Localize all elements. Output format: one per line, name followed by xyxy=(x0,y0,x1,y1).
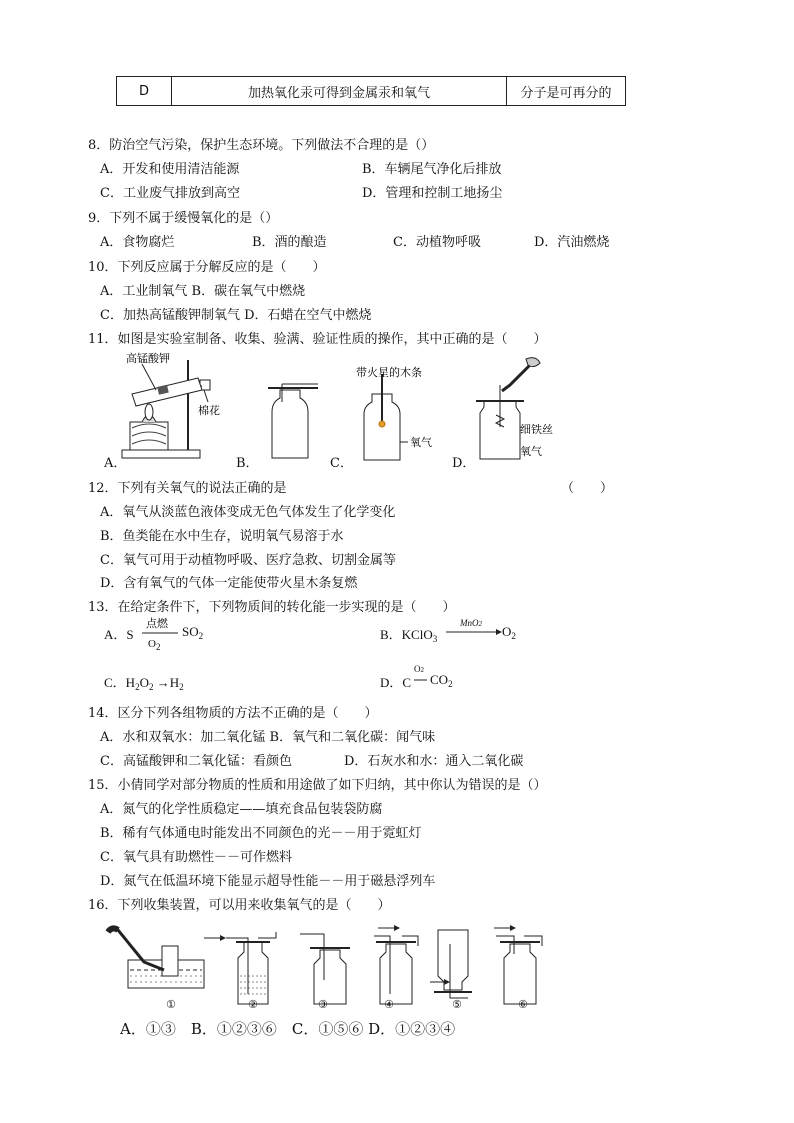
question-16-stem: 16．下列收集装置，可以用来收集氧气的是（ ） xyxy=(88,898,391,913)
q11-option-c-label: C． xyxy=(330,456,353,471)
q12-option-d: D．含有氧气的气体一定能使带火星木条复燃 xyxy=(100,576,358,591)
q13-c-h: C．H xyxy=(104,675,136,690)
q15-option-c: C．氧气具有助燃性－－可作燃料 xyxy=(100,850,292,865)
q13-b-mno: MnO xyxy=(460,618,479,628)
q13-a-reactant: A．S xyxy=(104,627,134,642)
q9-option-c: C．动植物呼吸 xyxy=(393,235,481,250)
q15-option-a: A．氮气的化学性质稳定——填充食品包装袋防腐 xyxy=(100,802,383,817)
label-potassium-permanganate: 高锰酸钾 xyxy=(126,352,170,365)
q13-d-o: O xyxy=(414,664,421,674)
q13-a-o: O xyxy=(148,638,156,650)
q11-option-d-label: D． xyxy=(452,456,476,471)
q8-option-d: D．管理和控制工地扬尘 xyxy=(362,186,503,201)
q11-option-b-label: B． xyxy=(236,456,259,471)
question-11-stem: 11．如图是实验室制备、收集、验满、验证性质的操作，其中正确的是（ ） xyxy=(88,332,547,347)
q13-c-arrow-h: →H xyxy=(153,675,180,690)
label-iron-wire: 细铁丝 xyxy=(520,423,553,436)
question-15-stem: 15．小倩同学对部分物质的性质和用途做了如下归纳，其中你认为错误的是（） xyxy=(88,778,547,793)
q13-a-arrow xyxy=(140,614,184,654)
q12-option-a: A．氧气从淡蓝色液体变成无色气体发生了化学变化 xyxy=(100,505,396,520)
answer-bracket: （ ） xyxy=(561,481,614,496)
q13-a-o-sub: 2 xyxy=(155,642,161,652)
fig-11a-heating-apparatus xyxy=(102,350,232,468)
q13-b-catalyst xyxy=(460,618,482,628)
q13-b-product xyxy=(502,624,516,641)
q13-d-co: CO xyxy=(430,672,449,687)
q12-option-c: C．氧气可用于动植物呼吸、医疗急救、切割金属等 xyxy=(100,553,396,568)
device-3-bottle xyxy=(300,934,350,1004)
fig-11d-iron-wire-burning xyxy=(470,355,590,465)
q10-options-ab: A．工业制氧气 B．碳在氧气中燃烧 xyxy=(100,284,306,299)
q15-option-d: D．氮气在低温环境下能显示超导性能－－用于磁悬浮列车 xyxy=(100,874,436,889)
q13-c-sub2: 2 xyxy=(148,682,154,692)
label-oxygen-c: 氧气 xyxy=(410,436,432,449)
label-oxygen-d: 氧气 xyxy=(520,445,542,458)
fig-num-5: ⑤ xyxy=(452,998,462,1011)
q10-options-cd: C．加热高锰酸钾制氧气 D．石蜡在空气中燃烧 xyxy=(100,308,372,323)
label-glowing-splint: 带火星的木条 xyxy=(356,366,422,379)
fig-11b-gas-bottle xyxy=(262,382,322,462)
device-2-bottle xyxy=(204,932,276,1004)
q13-a-condition-top: 点燃 xyxy=(146,617,168,630)
q14-option-c: C．高锰酸钾和二氧化锰：看颜色 xyxy=(100,754,292,769)
table-cell: 分子是可再分的 xyxy=(507,77,626,106)
q13-c-sub1: 2 xyxy=(135,682,140,692)
q13-b-o: O xyxy=(502,624,512,639)
q13-b-o-sub: 2 xyxy=(511,631,516,641)
device-4-bottle xyxy=(374,925,418,1004)
q13-b-reactant-sub: 3 xyxy=(432,634,438,644)
q13-option-b xyxy=(380,624,437,644)
device-5-inverted-bottle xyxy=(430,930,472,998)
q13-d-co-sub: 2 xyxy=(448,679,453,689)
q8-option-c: C．工业废气排放到高空 xyxy=(100,186,240,201)
q13-a-so-sub: 2 xyxy=(198,631,204,641)
table-row xyxy=(117,77,626,106)
q13-c-sub3: 2 xyxy=(179,682,184,692)
q14-option-d: D．石灰水和水：通入二氧化碳 xyxy=(344,754,524,769)
q13-a-condition-bottom xyxy=(148,638,160,652)
fig-num-4: ④ xyxy=(384,998,394,1011)
q12-option-b: B．鱼类能在水中生存，说明氧气易溶于水 xyxy=(100,529,344,544)
label-cotton: 棉花 xyxy=(198,404,220,417)
question-9-stem: 9．下列不属于缓慢氧化的是（） xyxy=(88,211,279,226)
q8-option-b: B．车辆尾气净化后排放 xyxy=(362,162,502,177)
q13-d-product xyxy=(430,672,453,689)
fig-num-2: ② xyxy=(248,998,258,1011)
q13-c-o: O xyxy=(139,675,149,690)
q8-option-a: A．开发和使用清洁能源 xyxy=(100,162,240,177)
table-cell: 加热氧化汞可得到金属汞和氧气 xyxy=(172,77,507,106)
q9-option-d: D．汽油燃烧 xyxy=(534,235,610,250)
fig-num-3: ③ xyxy=(318,998,328,1011)
q13-option-c xyxy=(104,672,184,692)
device-1-water-trough xyxy=(108,928,204,988)
question-10-stem: 10．下列反应属于分解反应的是（ ） xyxy=(88,260,326,275)
q15-option-b: B．稀有气体通电时能发出不同颜色的光－－用于霓虹灯 xyxy=(100,826,422,841)
q13-b-reactant: B．KClO xyxy=(380,627,433,642)
q9-option-b: B．酒的酿造 xyxy=(252,235,327,250)
fig-num-6: ⑥ xyxy=(518,998,528,1011)
fig-num-1: ① xyxy=(166,998,176,1011)
q13-option-a xyxy=(104,624,134,643)
table-cell: D xyxy=(117,77,172,106)
fig-11c-splint-test xyxy=(350,368,460,464)
question-8-stem: 8．防治空气污染，保护生态环境。下列做法不合理的是（） xyxy=(88,138,435,153)
q13-d-condition xyxy=(414,664,424,674)
q13-a-so: SO xyxy=(182,624,199,639)
answer-table xyxy=(116,76,626,106)
q13-d-o-sub: 2 xyxy=(420,666,424,674)
q13-option-d xyxy=(380,672,411,691)
q14-options-ab: A．水和双氧水：加二氧化锰 B．氧气和二氧化碳：闻气味 xyxy=(100,730,436,745)
q13-a-product xyxy=(182,624,203,641)
q13-d-c: D．C xyxy=(380,675,412,690)
question-14-stem: 14．区分下列各组物质的方法不正确的是（ ） xyxy=(88,706,378,721)
q13-b-mno-sub: 2 xyxy=(478,620,482,628)
question-13-stem: 13．在给定条件下，下列物质间的转化能一步实现的是（ ） xyxy=(88,600,456,615)
question-12-stem: 12．下列有关氧气的说法正确的是 xyxy=(88,481,287,496)
q16-options: A．①③ B．①②③⑥ C．①⑤⑥ D．①②③④ xyxy=(120,1020,456,1038)
q11-option-a-label: A． xyxy=(104,456,127,471)
device-6-bottle xyxy=(494,925,542,1004)
q9-option-a: A．食物腐烂 xyxy=(100,235,175,250)
